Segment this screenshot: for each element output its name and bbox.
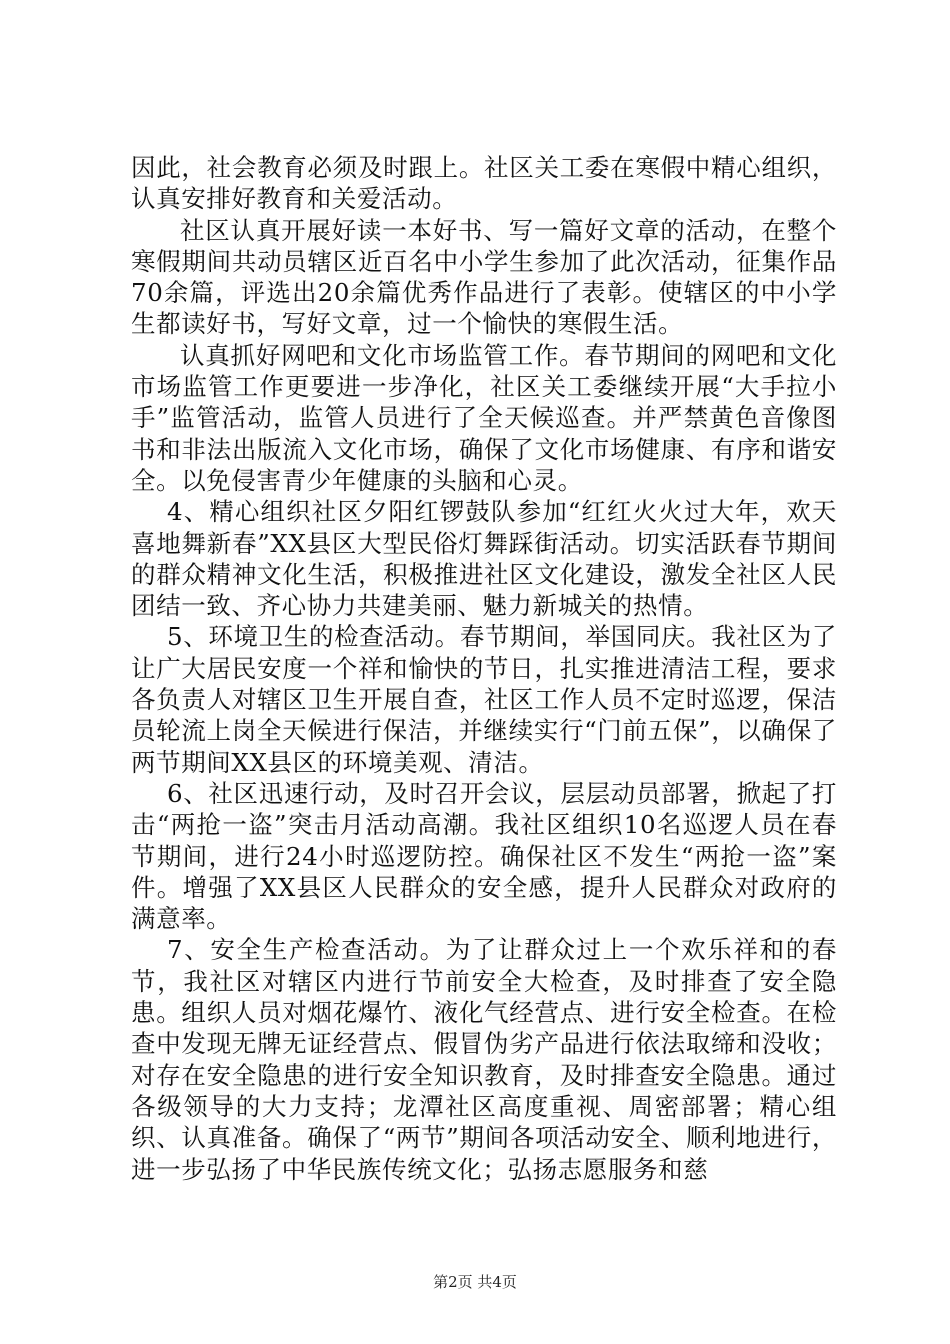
paragraph-market-supervision: 认真抓好网吧和文化市场监管工作。春节期间的网吧和文化市场监管工作更要进一步净化，社区关工委继续开展“大手拉小手”监管活动，监管人员进行了全天候巡查。并严禁黄色音像图书和非法出版流入文化市场，确保了文化市场健康、有序和谐安全。以免侵害青少年健康的头脑和心灵。 xyxy=(131,340,837,495)
paragraph-continuation: 因此，社会教育必须及时跟上。社区关工委在寒假中精心组织，认真安排好教育和关爱活动。 xyxy=(131,153,837,214)
page-footer xyxy=(0,1271,950,1292)
paragraph-item-7: 7、安全生产检查活动。为了让群众过上一个欢乐祥和的春节，我社区对辖区内进行节前安全大检查，及时排查了安全隐患。组织人员对烟花爆竹、液化气经营点、进行安全检查。在检查中发现无牌无证经营点、假冒伪劣产品进行依法取缔和没收；对存在安全隐患的进行安全知识教育，及时排查安全隐患。通过各级领导的大力支持；龙潭社区高度重视、周密部署；精心组织、认真准备。确保了“两节”期间各项活动安全、顺利地进行，进一步弘扬了中华民族传统文化；弘扬志愿服务和慈 xyxy=(131,935,837,1184)
page-number-label: 第2页 共4页 xyxy=(433,1273,517,1291)
document-body xyxy=(131,152,837,1185)
paragraph-item-5: 5、环境卫生的检查活动。春节期间，举国同庆。我社区为了让广大居民安度一个祥和愉快的节日，扎实推进清洁工程，要求各负责人对辖区卫生开展自查，社区工作人员不定时巡逻，保洁员轮流上岗全天候进行保洁，并继续实行“门前五保”，以确保了两节期间XX县区的环境美观、清洁。 xyxy=(131,622,837,777)
paragraph-reading-activity: 社区认真开展好读一本好书、写一篇好文章的活动，在整个寒假期间共动员辖区近百名中小学生参加了此次活动，征集作品70余篇，评选出20余篇优秀作品进行了表彰。使辖区的中小学生都读好书，写好文章，过一个愉快的寒假生活。 xyxy=(131,215,837,339)
paragraph-item-4: 4、精心组织社区夕阳红锣鼓队参加“红红火火过大年，欢天喜地舞新春”XX县区大型民俗灯舞踩街活动。切实活跃春节期间的群众精神文化生活，积极推进社区文化建设，激发全社区人民团结一致、齐心协力共建美丽、魅力新城关的热情。 xyxy=(131,497,837,621)
paragraph-item-6: 6、社区迅速行动，及时召开会议，层层动员部署，掀起了打击“两抢一盗”突击月活动高潮。我社区组织10名巡逻人员在春节期间，进行24小时巡逻防控。确保社区不发生“两抢一盗”案件。增强了XX县区人民群众的安全感，提升人民群众对政府的满意率。 xyxy=(131,778,837,934)
